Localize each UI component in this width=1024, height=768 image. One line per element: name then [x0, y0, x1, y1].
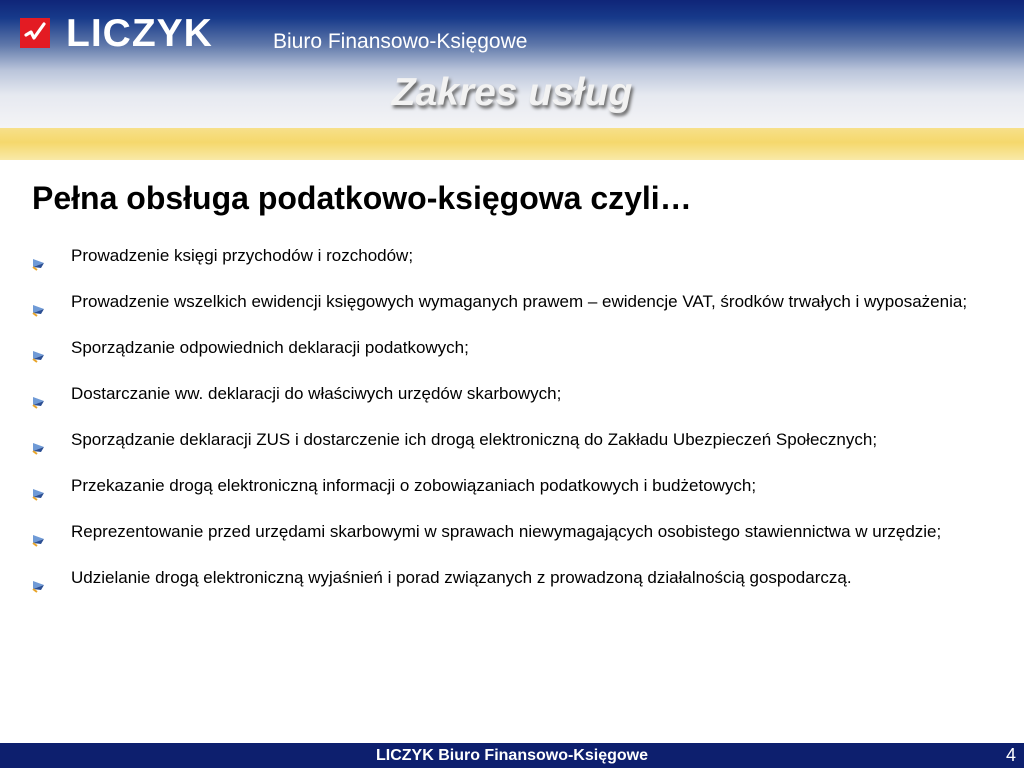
header-gold-band	[0, 128, 1024, 160]
bullet-arrow-icon	[30, 570, 46, 586]
list-item	[30, 422, 1005, 458]
list-item-text: Sporządzanie deklaracji ZUS i dostarczenie ich drogą elektroniczną do Zakładu Ubezpieczeń Społecznych;	[71, 430, 878, 449]
list-item	[30, 560, 1005, 596]
bullet-arrow-icon	[30, 294, 46, 310]
bullet-arrow-icon	[30, 340, 46, 356]
services-list	[30, 238, 1005, 606]
brand-tagline: Biuro Finansowo-Księgowe	[273, 30, 528, 53]
bullet-arrow-icon	[30, 524, 46, 540]
slide-title: Zakres usług	[391, 71, 633, 114]
section-heading: Pełna obsługa podatkowo-księgowa czyli…	[32, 180, 692, 216]
bullet-arrow-icon	[30, 386, 46, 402]
footer-text: LICZYK Biuro Finansowo-Księgowe	[375, 747, 648, 764]
list-item-text: Sporządzanie odpowiednich deklaracji podatkowych;	[71, 338, 469, 357]
list-item	[30, 514, 1005, 550]
list-item-text: Prowadzenie księgi przychodów i rozchodów;	[71, 246, 414, 265]
list-item-text: Reprezentowanie przed urzędami skarbowymi w sprawach niewymagających osobistego stawiennictwa w urzędzie;	[71, 522, 942, 541]
list-item-text: Dostarczanie ww. deklaracji do właściwych urzędów skarbowych;	[71, 384, 562, 403]
brand-logo-text: LICZYK	[66, 12, 213, 55]
list-item	[30, 330, 1005, 366]
list-item-text: Prowadzenie wszelkich ewidencji księgowych wymaganych prawem – ewidencje VAT, środków trwałych i wyposażenia;	[71, 292, 968, 311]
list-item	[30, 376, 1005, 412]
list-item	[30, 238, 1005, 274]
list-item-text: Przekazanie drogą elektroniczną informacji o zobowiązaniach podatkowych i budżetowych;	[71, 476, 757, 495]
bullet-arrow-icon	[30, 478, 46, 494]
checkmark-icon	[20, 18, 50, 48]
page-number: 4	[1005, 745, 1016, 765]
bullet-arrow-icon	[30, 248, 46, 264]
slide-footer	[0, 743, 1024, 768]
list-item	[30, 284, 1005, 320]
bullet-arrow-icon	[30, 432, 46, 448]
list-item	[30, 468, 1005, 504]
list-item-text: Udzielanie drogą elektroniczną wyjaśnień i porad związanych z prowadzoną działalnością gospodarczą.	[71, 568, 852, 587]
